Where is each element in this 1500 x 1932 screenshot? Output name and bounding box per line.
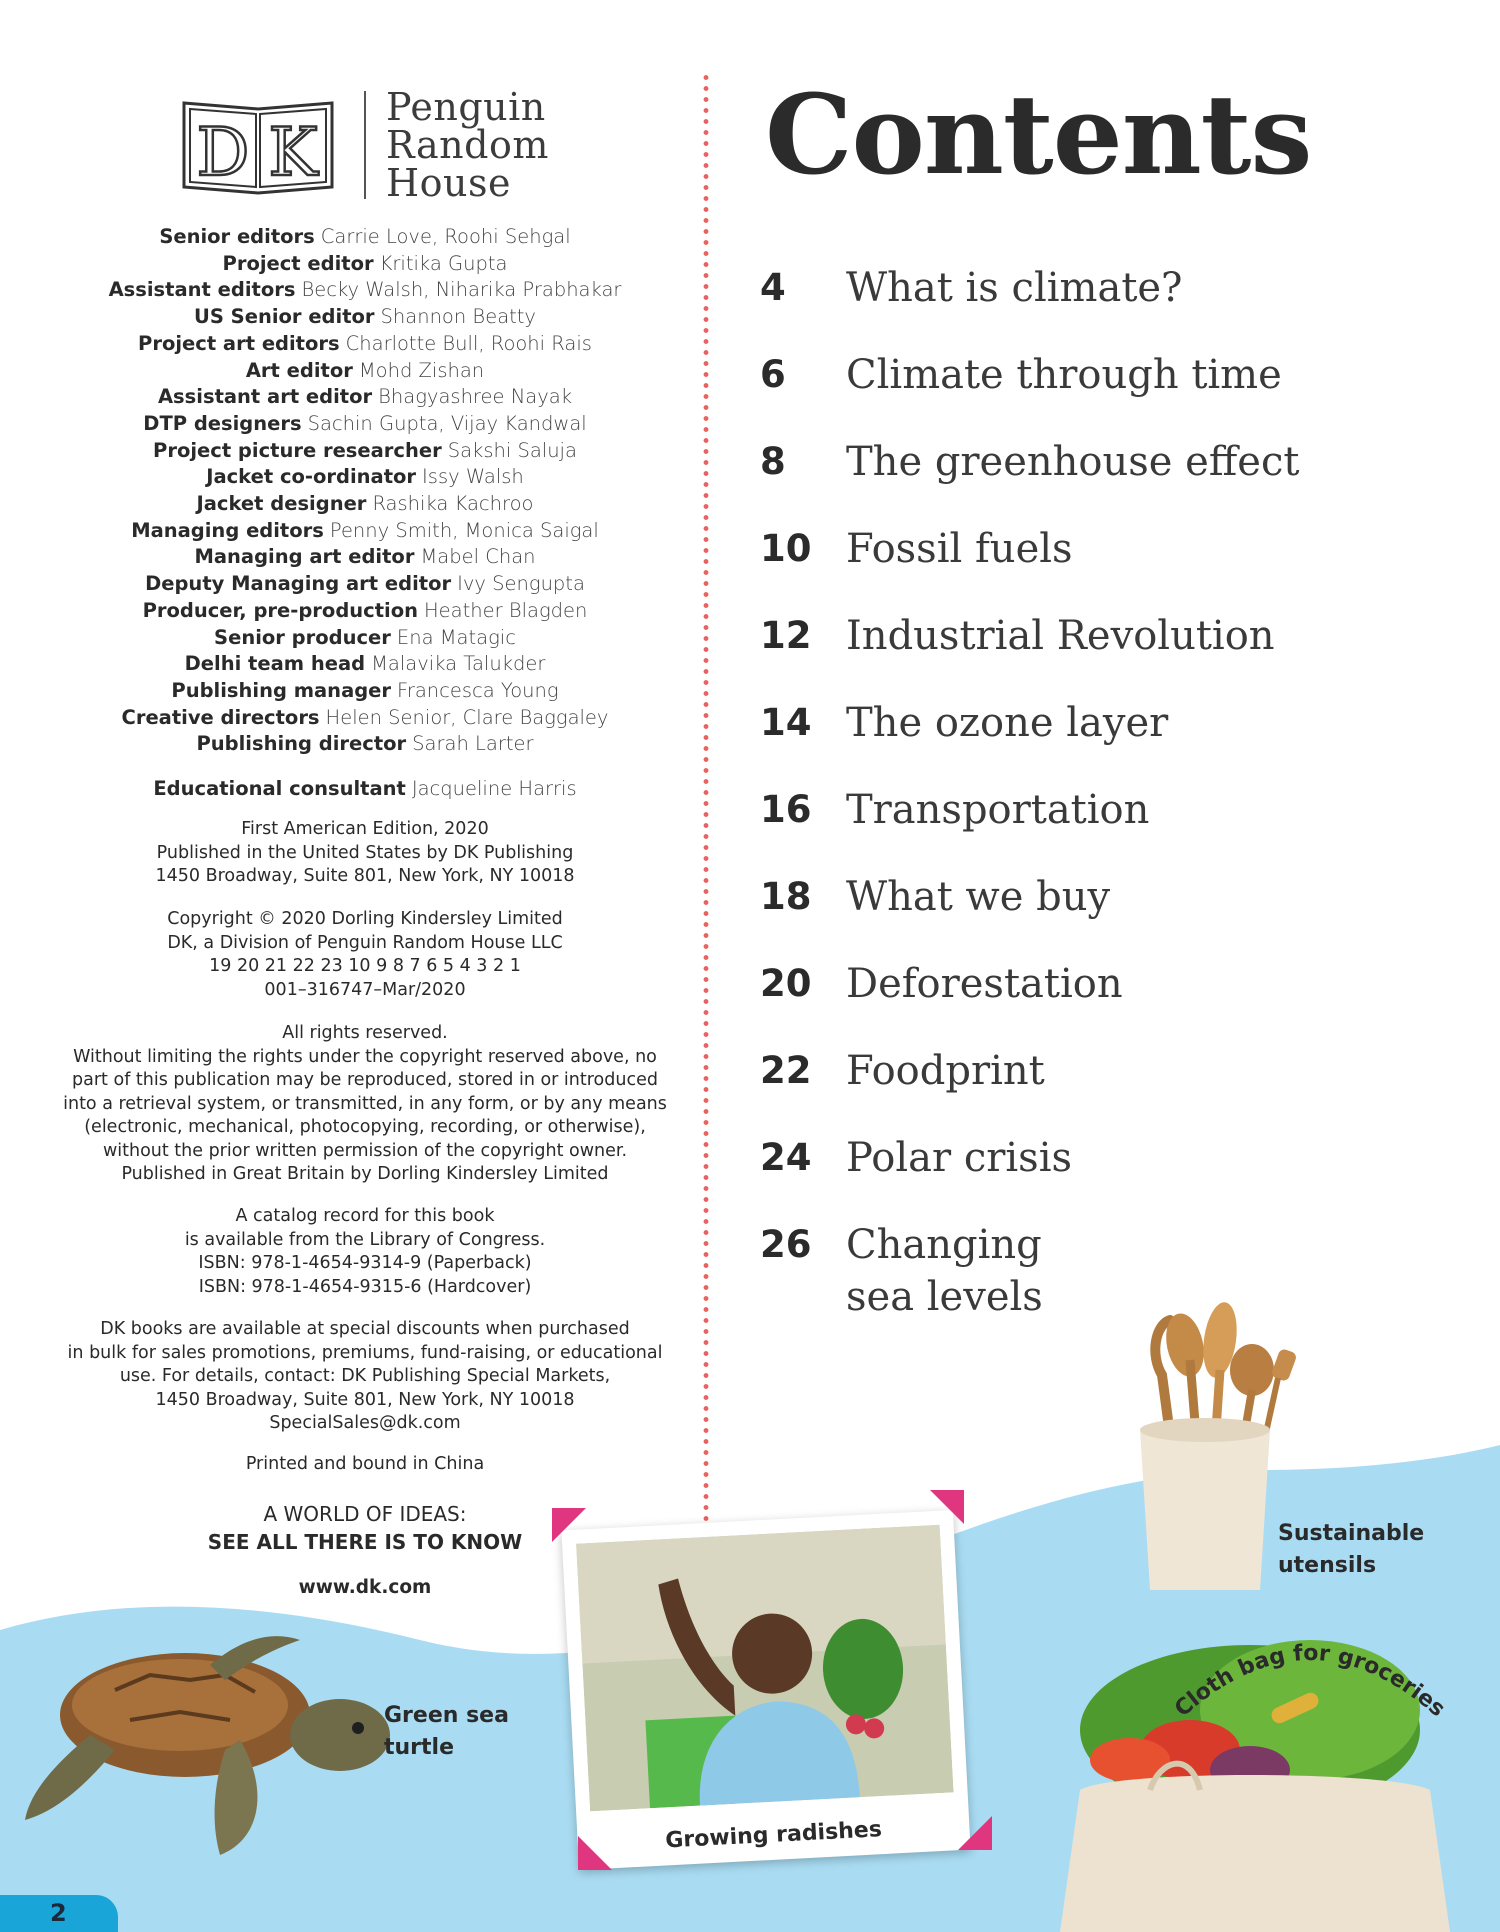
credit-name: Issy Walsh: [422, 465, 524, 489]
special-sales-line: use. For details, contact: DK Publishing Special Markets,: [119, 1366, 611, 1386]
credit-role: Project editor: [222, 251, 374, 275]
credit-row: [40, 277, 690, 304]
turtle-caption: [384, 1700, 509, 1764]
toc-item[interactable]: [760, 697, 1460, 784]
photo-corner-icon: [552, 1508, 586, 1542]
dotted-divider: [703, 72, 709, 1542]
toc-title: What we buy: [846, 874, 1111, 920]
credit-role: Publishing director: [196, 732, 407, 756]
page-number: 2: [50, 1899, 67, 1927]
rights-block: [40, 1022, 690, 1187]
catalog-line: is available from the Library of Congress.: [184, 1229, 546, 1250]
credit-name: Sakshi Saluja: [447, 438, 577, 462]
toc-page-number: 12: [760, 614, 812, 657]
credit-name: Carrie Love, Roohi Sehgal: [320, 225, 571, 248]
credit-name: Charlotte Bull, Roohi Rais: [345, 331, 592, 355]
credit-row: [40, 224, 690, 251]
toc-title: Industrial Revolution: [846, 613, 1275, 659]
credit-name: Ivy Sengupta: [457, 572, 585, 596]
turtle-caption-line: Green sea: [384, 1703, 509, 1728]
toc-title: The greenhouse effect: [846, 439, 1300, 485]
credit-name: Malavika Talukder: [371, 652, 546, 676]
special-sales-line: 1450 Broadway, Suite 801, New York, NY 10018: [155, 1389, 575, 1410]
credit-row: [40, 304, 690, 331]
rights-line: Published in Great Britain by Dorling Kindersley Limited: [121, 1164, 609, 1184]
toc-page-number: 4: [760, 266, 786, 309]
credit-row: [40, 411, 690, 438]
utensils-caption: [1278, 1518, 1424, 1582]
publisher-line: House: [386, 161, 511, 205]
toc-title: Deforestation: [846, 961, 1123, 1007]
credit-role: Delhi team head: [184, 652, 366, 676]
logo-divider: [364, 91, 366, 199]
toc-item[interactable]: [760, 958, 1460, 1045]
printed-note: [40, 1453, 690, 1477]
rights-line: All rights reserved.: [282, 1023, 448, 1043]
credit-role: Assistant art editor: [157, 385, 373, 409]
credit-role: US Senior editor: [194, 305, 375, 329]
photo-caption: Growing radishes: [664, 1817, 883, 1854]
photo-corner-icon: [930, 1490, 964, 1524]
photo-corner-icon: [578, 1836, 612, 1870]
toc-item[interactable]: [760, 1045, 1460, 1132]
credit-role: Managing art editor: [194, 545, 415, 569]
toc-item[interactable]: [760, 871, 1460, 958]
toc-page-number: 26: [760, 1223, 812, 1266]
cloth-bag-caption: [1160, 1620, 1460, 1740]
credit-name: Jacqueline Harris: [411, 777, 577, 801]
catalog-line: A catalog record for this book: [235, 1206, 495, 1226]
toc-title: What is climate?: [846, 265, 1183, 311]
credit-name: Sachin Gupta, Vijay Kandwal: [307, 411, 587, 435]
credit-role: Project art editors: [138, 331, 340, 355]
contents-title: Contents: [765, 70, 1312, 199]
toc-page-number: 10: [760, 527, 812, 570]
credit-role: Creative directors: [121, 705, 320, 729]
credit-row: [40, 598, 690, 625]
credit-name: Rashika Kachroo: [372, 492, 534, 516]
toc-item[interactable]: [760, 436, 1460, 523]
credit-row: [40, 331, 690, 358]
turtle-caption-line: turtle: [384, 1735, 455, 1760]
toc-item[interactable]: [760, 262, 1460, 349]
slogan-line-2: SEE ALL THERE IS TO KNOW: [207, 1530, 523, 1554]
svg-text:Cloth bag for groceries: [1170, 1641, 1450, 1722]
credit-role: Managing editors: [131, 518, 324, 542]
credit-row: [40, 251, 690, 278]
credit-role: Assistant editors: [108, 278, 296, 302]
credit-name: Mabel Chan: [420, 545, 536, 569]
toc-title: Transportation: [846, 787, 1150, 833]
cloth-bag-caption-text: Cloth bag for groceries: [1170, 1640, 1450, 1723]
credit-role: Educational consultant: [153, 777, 406, 801]
toc-title: Polar crisis: [846, 1135, 1073, 1181]
photo-image: [576, 1525, 954, 1812]
toc-title-line: sea levels: [846, 1274, 1043, 1320]
rights-line: part of this publication may be reproduced, stored in or introduced: [72, 1070, 658, 1090]
special-sales-line: DK books are available at special discounts when purchased: [100, 1319, 630, 1339]
credit-role: Deputy Managing art editor: [145, 572, 452, 596]
credit-name: Heather Blagden: [424, 598, 588, 622]
copyright-line: 001–316747–Mar/2020: [264, 979, 466, 1000]
edition-line: Published in the United States by DK Publishing: [156, 842, 574, 863]
special-sales-block: [40, 1318, 690, 1436]
special-sales-line: in bulk for sales promotions, premiums, fund-raising, or educational: [67, 1342, 663, 1363]
credit-row: [40, 518, 690, 545]
credit-name: Francesca Young: [397, 678, 559, 702]
copyright-line: 19 20 21 22 23 10 9 8 7 6 5 4 3 2 1: [209, 956, 521, 976]
credit-name: Mohd Zishan: [358, 358, 485, 382]
publisher-logo: [178, 85, 549, 205]
toc-title: Fossil fuels: [846, 526, 1073, 572]
page-number-tab: [0, 1895, 118, 1932]
credit-role: Producer, pre-production: [142, 598, 419, 622]
credit-name: Shannon Beatty: [380, 305, 536, 329]
slogan-line-1: A WORLD OF IDEAS:: [263, 1502, 467, 1526]
toc-title: Foodprint: [846, 1048, 1045, 1094]
rights-line: Without limiting the rights under the copyright reserved above, no: [73, 1046, 657, 1067]
credit-name: Penny Smith, Monica Saigal: [329, 518, 599, 542]
credit-role: Project picture researcher: [153, 438, 442, 462]
toc-page-number: 22: [760, 1049, 812, 1092]
special-sales-email: SpecialSales@dk.com: [269, 1413, 461, 1433]
website-url[interactable]: www.dk.com: [298, 1577, 432, 1598]
toc-item[interactable]: [760, 610, 1460, 697]
rights-line: into a retrieval system, or transmitted, in any form, or by any means: [63, 1093, 667, 1114]
publisher-line: Penguin: [386, 85, 546, 129]
credit-name: Sarah Larter: [412, 732, 534, 756]
toc-page-number: 16: [760, 788, 812, 831]
credit-role: Senior editors: [159, 225, 315, 248]
toc-title: The ozone layer: [846, 700, 1169, 746]
credit-row: [40, 358, 690, 385]
edition-line: First American Edition, 2020: [241, 819, 489, 839]
credit-row: [40, 384, 690, 411]
credit-name: Bhagyashree Nayak: [378, 385, 573, 409]
utensils-caption-line: Sustainable: [1278, 1521, 1425, 1546]
edition-block: [40, 818, 690, 889]
toc-title-line: Changing: [846, 1222, 1042, 1268]
catalog-line: ISBN: 978-1-4654-9314-9 (Paperback): [198, 1253, 532, 1273]
credit-row: [40, 651, 690, 678]
publisher-line: Random: [386, 123, 549, 167]
toc-title: [846, 1219, 1043, 1323]
printed-line: Printed and bound in China: [245, 1454, 485, 1474]
toc-page-number: 14: [760, 701, 812, 744]
credit-role: Publishing manager: [171, 678, 392, 702]
green-sea-turtle-image: [20, 1620, 420, 1860]
credit-name: Becky Walsh, Niharika Prabhakar: [301, 278, 622, 302]
catalog-line: ISBN: 978-1-4654-9315-6 (Hardcover): [198, 1276, 532, 1297]
credit-row: [40, 571, 690, 598]
copyright-line: DK, a Division of Penguin Random House LLC: [167, 932, 563, 953]
credits-list: [40, 224, 690, 803]
copyright-block: [40, 908, 690, 1002]
growing-radishes-photo: [561, 1510, 970, 1870]
credit-row: [40, 438, 690, 465]
dk-book-logo-icon: [178, 95, 338, 195]
svg-text:D: D: [196, 114, 250, 191]
credit-row: [40, 776, 690, 803]
toc-page-number: 6: [760, 353, 786, 396]
credit-row: [40, 678, 690, 705]
toc-page-number: 24: [760, 1136, 812, 1179]
catalog-block: [40, 1205, 690, 1299]
credit-name: Ena Matagic: [396, 625, 516, 649]
rights-line: without the prior written permission of the copyright owner.: [102, 1140, 628, 1161]
toc-item[interactable]: [760, 1219, 1460, 1320]
rights-line: (electronic, mechanical, photocopying, recording, or otherwise),: [84, 1117, 646, 1137]
edition-line: 1450 Broadway, Suite 801, New York, NY 10018: [155, 866, 575, 886]
credit-name: Kritika Gupta: [379, 251, 508, 275]
copyright-line: Copyright © 2020 Dorling Kindersley Limited: [167, 909, 563, 929]
credit-row: [40, 625, 690, 652]
credit-row: [40, 464, 690, 491]
toc-page-number: 20: [760, 962, 812, 1005]
credit-name: Helen Senior, Clare Baggaley: [325, 705, 609, 729]
toc-item[interactable]: [760, 523, 1460, 610]
credit-role: Art editor: [245, 358, 353, 382]
utensils-caption-line: utensils: [1278, 1553, 1377, 1578]
table-of-contents: [760, 262, 1460, 1320]
credit-role: Jacket co-ordinator: [206, 465, 417, 489]
toc-title: Climate through time: [846, 352, 1282, 398]
credit-role: Jacket designer: [196, 492, 367, 516]
credit-role: Senior producer: [214, 625, 391, 649]
toc-item[interactable]: [760, 784, 1460, 871]
svg-text:K: K: [268, 114, 318, 191]
credit-row: [40, 491, 690, 518]
credit-row: [40, 731, 690, 758]
photo-corner-icon: [958, 1816, 992, 1850]
toc-item[interactable]: [760, 1132, 1460, 1219]
toc-page-number: 8: [760, 440, 786, 483]
credit-row: [40, 544, 690, 571]
credit-role: DTP designers: [143, 411, 302, 435]
toc-page-number: 18: [760, 875, 812, 918]
toc-item[interactable]: [760, 349, 1460, 436]
publisher-name: [386, 85, 549, 205]
credit-row: [40, 705, 690, 732]
